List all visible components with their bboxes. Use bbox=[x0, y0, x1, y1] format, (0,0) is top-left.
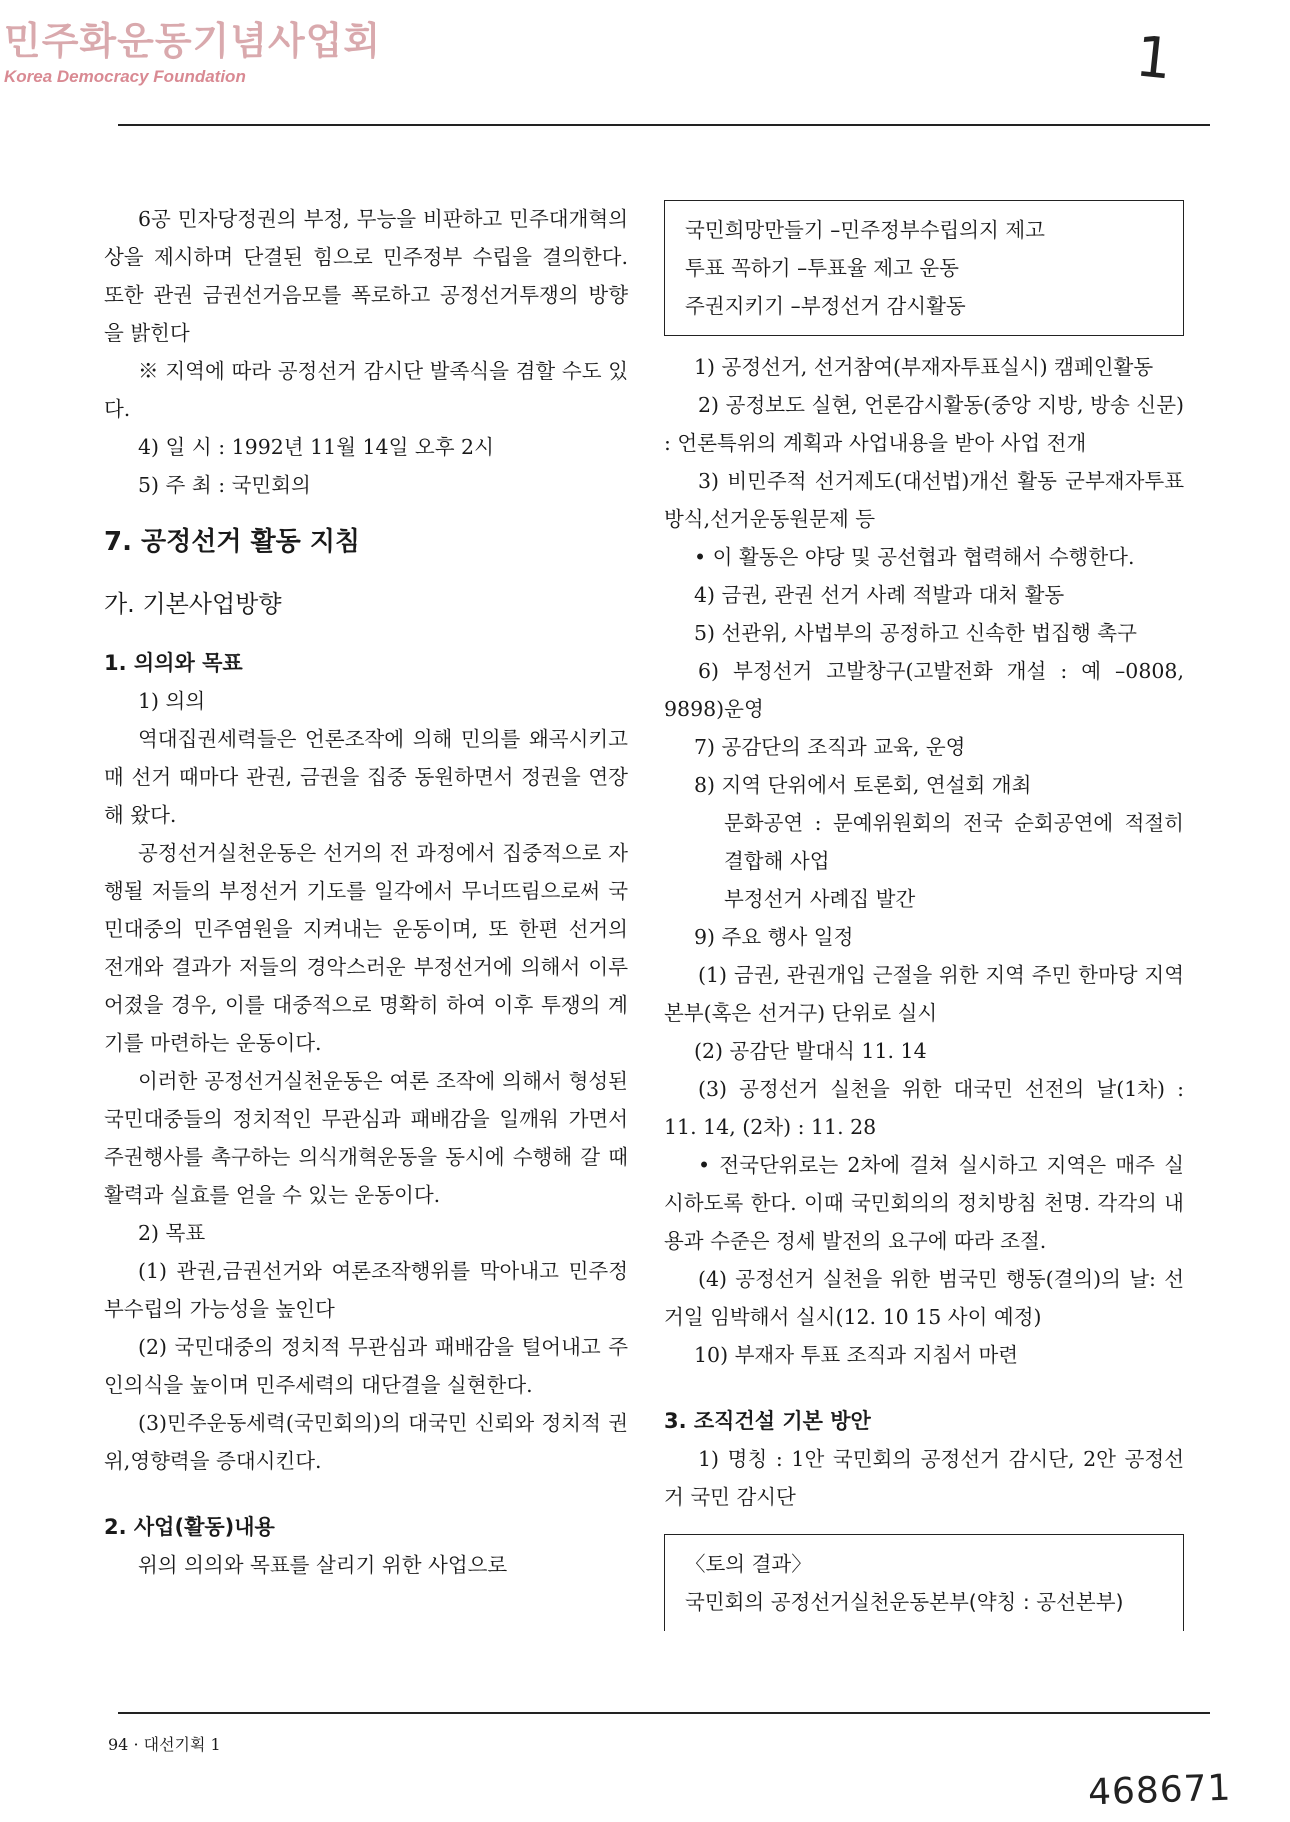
foundation-logo bbox=[4, 10, 381, 87]
left-column bbox=[104, 200, 628, 1584]
activity-1: 1) 공정선거, 선거참여(부재자투표실시) 캠페인활동 bbox=[694, 355, 1154, 379]
schedule-3: (3) 공정선거 실천을 위한 대국민 선전의 날(1차) : 11. 14, (2차) : 11. 28 bbox=[664, 1077, 1184, 1139]
activity-8: 8) 지역 단위에서 토론회, 연설회 개최 bbox=[694, 773, 1032, 797]
goal-1: (1) 관권,금권선거와 여론조작행위를 막아내고 민주정부수립의 가능성을 높인다 bbox=[104, 1259, 628, 1321]
header-rule bbox=[118, 124, 1210, 126]
activity-4: 4) 금권, 관권 선거 사례 적발과 대처 활동 bbox=[694, 583, 1065, 607]
date-line: 4) 일 시 : 1992년 11월 14일 오후 2시 bbox=[138, 435, 494, 459]
activity-6: 6) 부정선거 고발창구(고발전화 개설 : 예 –0808, 9898)운영 bbox=[664, 659, 1184, 721]
meaning-paragraph-3: 이러한 공정선거실천운동은 여론 조작에 의해서 형성된 국민대중들의 정치적인 무관심과 패배감을 일깨워 가면서 주권행사를 촉구하는 의식개혁운동을 동시에 수행해 갈 때 활력과 실효를 얻을 수 있는 운동이다. bbox=[104, 1069, 628, 1207]
page-info: 94 · 대선기획 1 bbox=[108, 1735, 221, 1754]
schedule-2: (2) 공감단 발대식 11. 14 bbox=[694, 1039, 927, 1063]
meaning-paragraph-2: 공정선거실천운동은 선거의 전 과정에서 집중적으로 자행될 저들의 부정선거 기도를 일각에서 무너뜨림으로써 국민대중의 민주염원을 지켜내는 운동이며, 또 한편 선거의 전개와 결과가 저들의 경악스러운 부정선거에 의해서 이루어졌을 경우, 이를 대중적으로 명확히 하여 이후 투쟁의 계기를 마련하는 운동이다. bbox=[104, 841, 628, 1055]
campaign-line-2: 투표 꼭하기 –투표율 제고 운동 bbox=[685, 256, 959, 280]
campaign-line-3: 주권지키기 –부정선거 감시활동 bbox=[685, 294, 966, 318]
goal-label: 2) 목표 bbox=[138, 1221, 206, 1245]
goal-3: (3)민주운동세력(국민회의)의 대국민 신뢰와 정치적 권위,영향력을 증대시킨다. bbox=[104, 1411, 628, 1473]
activity-2: 2) 공정보도 실현, 언론감시활동(중앙 지방, 방송 신문) : 언론특위의 계획과 사업내용을 받아 사업 전개 bbox=[664, 393, 1184, 455]
campaign-box bbox=[664, 200, 1184, 336]
right-column bbox=[664, 200, 1184, 1631]
discussion-result-box bbox=[664, 1534, 1184, 1631]
section-7-heading: 7. 공정선거 활동 지침 bbox=[104, 527, 361, 557]
item-2-heading: 2. 사업(활동)내용 bbox=[104, 1515, 275, 1539]
document-number: 468671 bbox=[1087, 1767, 1233, 1814]
logo-korean: 민주화운동기념사업회 bbox=[4, 19, 382, 63]
meaning-label: 1) 의의 bbox=[138, 689, 206, 713]
meaning-paragraph-1: 역대집권세력들은 언론조작에 의해 민의를 왜곡시키고 매 선거 때마다 관권, 금권을 집중 동원하면서 정권을 연장해 왔다. bbox=[104, 727, 628, 827]
item-3-name: 1) 명칭 : 1안 국민회의 공정선거 감시단, 2안 공정선거 국민 감시단 bbox=[664, 1447, 1184, 1509]
activity-5: 5) 선관위, 사법부의 공정하고 신속한 법집행 촉구 bbox=[694, 621, 1137, 645]
discussion-result-text: 국민회의 공정선거실천운동본부(약칭 : 공선본부) bbox=[685, 1590, 1124, 1614]
activity-10: 10) 부재자 투표 조직과 지침서 마련 bbox=[694, 1343, 1019, 1367]
schedule-3-note: • 전국단위로는 2차에 걸쳐 실시하고 지역은 매주 실시하도록 한다. 이때 국민회의의 정치방침 천명. 각각의 내용과 수준은 정세 발전의 요구에 따라 조절. bbox=[664, 1153, 1184, 1253]
footer-rule bbox=[118, 1712, 1210, 1714]
host-line: 5) 주 최 : 국민회의 bbox=[138, 473, 311, 497]
item-3-heading: 3. 조직건설 기본 방안 bbox=[664, 1409, 871, 1433]
goal-2: (2) 국민대중의 정치적 무관심과 패배감을 털어내고 주인의식을 높이며 민주세력의 대단결을 실현한다. bbox=[104, 1335, 628, 1397]
item-1-heading: 1. 의의와 목표 bbox=[104, 651, 243, 675]
activity-3: 3) 비민주적 선거제도(대선법)개선 활동 군부재자투표방식,선거운동원문제 등 bbox=[664, 469, 1184, 531]
note-paragraph: ※ 지역에 따라 공정선거 감시단 발족식을 겸할 수도 있다. bbox=[104, 359, 628, 421]
activity-8-culture: 문화공연 : 문예위원회의 전국 순회공연에 적절히 결합해 사업 bbox=[724, 811, 1184, 873]
item-2-text: 위의 의의와 목표를 살리기 위한 사업으로 bbox=[138, 1553, 508, 1577]
discussion-result-title: 〈토의 결과〉 bbox=[685, 1552, 812, 1576]
subsection-ga-heading: 가. 기본사업방향 bbox=[104, 590, 282, 618]
campaign-line-1: 국민희망만들기 –민주정부수립의지 제고 bbox=[685, 218, 1045, 242]
activity-3-note: • 이 활동은 야당 및 공선협과 협력해서 수행한다. bbox=[694, 545, 1135, 569]
logo-english: Korea Democracy Foundation bbox=[4, 67, 246, 86]
schedule-4: (4) 공정선거 실천을 위한 범국민 행동(결의)의 날: 선거일 임박해서 실시(12. 10 15 사이 예정) bbox=[664, 1267, 1184, 1329]
intro-paragraph: 6공 민자당정권의 부정, 무능을 비판하고 민주대개혁의 상을 제시하며 단결된 힘으로 민주정부 수립을 결의한다. 또한 관권 금권선거음모를 폭로하고 공정선거투쟁의 방향을 밝힌다 bbox=[104, 207, 628, 345]
handwritten-page-mark: 1 bbox=[1132, 24, 1175, 93]
activity-7: 7) 공감단의 조직과 교육, 운영 bbox=[694, 735, 966, 759]
schedule-1: (1) 금권, 관권개입 근절을 위한 지역 주민 한마당 지역본부(혹은 선거구) 단위로 실시 bbox=[664, 963, 1184, 1025]
activity-9: 9) 주요 행사 일정 bbox=[694, 925, 854, 949]
activity-8-casebook: 부정선거 사례집 발간 bbox=[724, 887, 916, 911]
